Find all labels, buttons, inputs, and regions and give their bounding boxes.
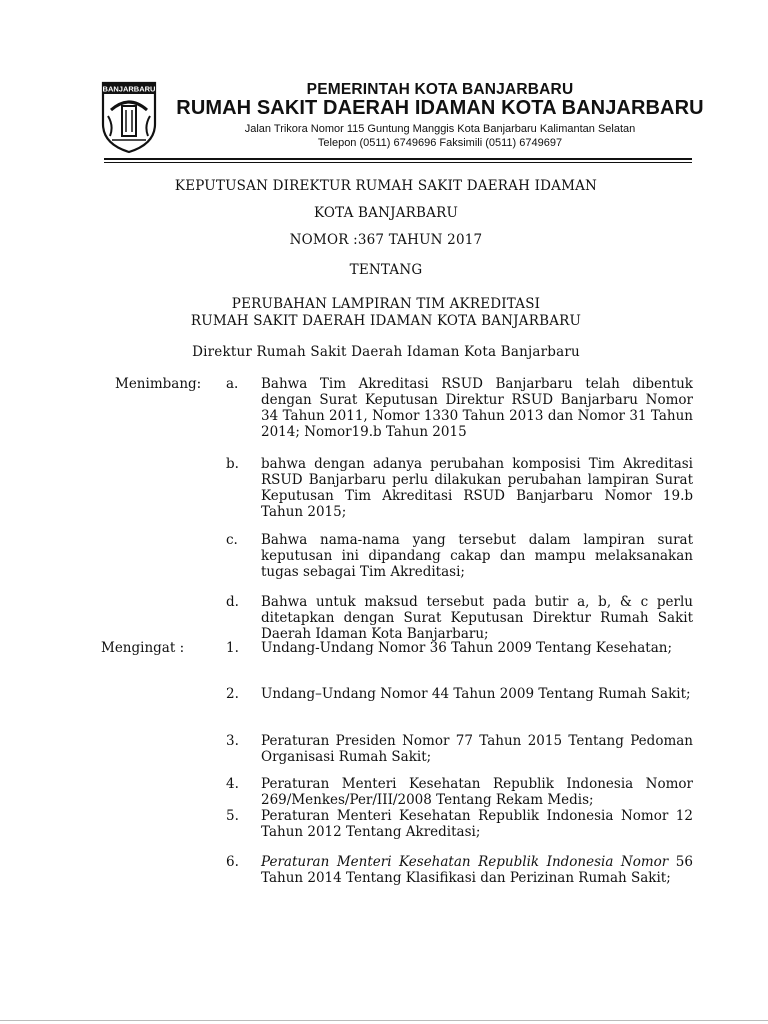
menimbang-item-d: Bahwa untuk maksud tersebut pada butir a, b, & c perlu ditetapkan dengan Surat Keputusan Direktur Rumah Sakit Daerah Idaman Kota Banjarbaru; [261, 594, 693, 642]
mengingat-item-6 [261, 854, 693, 886]
menimbang-label: Menimbang: [115, 376, 202, 392]
letterhead-divider [104, 158, 692, 160]
mengingat-item-marker: 2. [226, 686, 239, 702]
mengingat-item-marker: 4. [226, 776, 239, 792]
mengingat-item-marker: 3. [226, 733, 239, 749]
decree-subject-line2: RUMAH SAKIT DAERAH IDAMAN KOTA BANJARBARU [190, 313, 582, 329]
mengingat-item-6-italic: Peraturan Menteri Kesehatan Republik Indonesia Nomor [261, 854, 669, 870]
menimbang-item-marker: a. [226, 376, 239, 392]
menimbang-item-b: bahwa dengan adanya perubahan komposisi Tim Akreditasi RSUD Banjarbaru perlu dilakukan perubahan lampiran Surat Keputusan Tim Akreditasi RSUD Banjarbaru Nomor 19.b Tahun 2015; [261, 456, 693, 520]
mengingat-item-marker: 5. [226, 808, 239, 824]
decree-subject-line1: PERUBAHAN LAMPIRAN TIM AKREDITASI [231, 296, 541, 312]
decree-issuer: Direktur Rumah Sakit Daerah Idaman Kota Banjarbaru [192, 344, 580, 360]
decree-title: KEPUTUSAN DIREKTUR RUMAH SAKIT DAERAH IDAMAN [174, 178, 598, 194]
government-name: PEMERINTAH KOTA BANJARBARU [306, 81, 574, 98]
mengingat-item-2: Undang–Undang Nomor 44 Tahun 2009 Tentang Rumah Sakit; [261, 686, 691, 702]
menimbang-item-marker: b. [226, 456, 239, 472]
svg-text:BANJARBARU: BANJARBARU [102, 84, 156, 94]
tentang-heading: TENTANG [349, 262, 423, 278]
mengingat-item-marker: 1. [226, 640, 239, 656]
hospital-phone: Telepon (0511) 6749696 Faksimili (0511) 6749697 [317, 137, 563, 149]
menimbang-item-a: Bahwa Tim Akreditasi RSUD Banjarbaru telah dibentuk dengan Surat Keputusan Direktur RSUD Banjarbaru Nomor 34 Tahun 2011, Nomor 1330 Tahun 2013 dan Nomor 31 Tahun 2014; Nomor19.b Tahun 2015 [261, 376, 693, 440]
city-emblem-logo [100, 80, 158, 154]
mengingat-item-1: Undang-Undang Nomor 36 Tahun 2009 Tentang Kesehatan; [261, 640, 672, 656]
mengingat-item-marker: 6. [226, 854, 239, 870]
decree-number: NOMOR :367 TAHUN 2017 [289, 232, 483, 248]
menimbang-item-c: Bahwa nama-nama yang tersebut dalam lampiran surat keputusan ini dipandang cakap dan mampu melaksanakan tugas sebagai Tim Akreditasi; [261, 532, 693, 580]
menimbang-item-marker: c. [226, 532, 238, 548]
mengingat-item-5: Peraturan Menteri Kesehatan Republik Indonesia Nomor 12 Tahun 2012 Tentang Akreditasi; [261, 808, 693, 840]
hospital-name: RUMAH SAKIT DAERAH IDAMAN KOTA BANJARBARU [176, 97, 704, 119]
decree-title-city: KOTA BANJARBARU [313, 205, 459, 221]
hospital-address: Jalan Trikora Nomor 115 Guntung Manggis Kota Banjarbaru Kalimantan Selatan [244, 123, 636, 135]
letterhead-divider-thin [104, 162, 692, 163]
menimbang-item-marker: d. [226, 594, 239, 610]
mengingat-label: Mengingat : [101, 640, 185, 656]
mengingat-item-3: Peraturan Presiden Nomor 77 Tahun 2015 Tentang Pedoman Organisasi Rumah Sakit; [261, 733, 693, 765]
mengingat-item-4: Peraturan Menteri Kesehatan Republik Indonesia Nomor 269/Menkes/Per/III/2008 Tentang Rekam Medis; [261, 776, 693, 808]
mengingat-item-6-rest: 56 Tahun 2014 Tentang Klasifikasi dan Perizinan Rumah Sakit; [261, 854, 693, 886]
page-bottom-edge [0, 1020, 768, 1021]
